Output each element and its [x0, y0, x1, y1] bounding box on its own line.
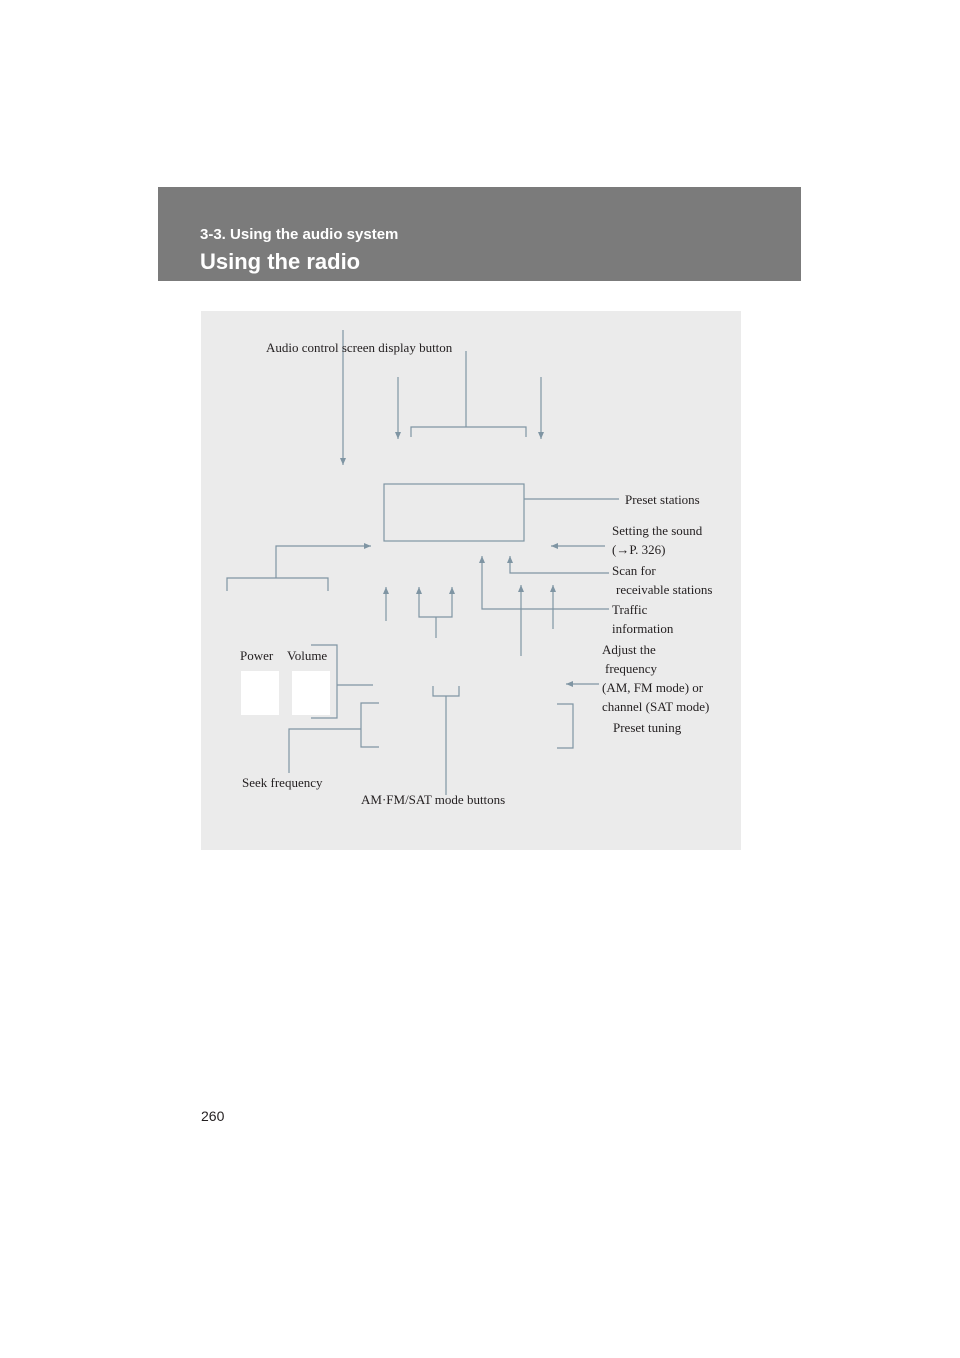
display-screen	[384, 484, 524, 541]
scan-label-2: receivable stations	[616, 582, 713, 597]
radio-diagram	[201, 311, 741, 850]
page-number: 260	[201, 1108, 225, 1124]
adjust-label: Adjust the	[602, 642, 656, 657]
section-title: 3-3. Using the audio system	[200, 226, 399, 243]
section-header	[158, 187, 801, 281]
volume-label: Volume	[287, 648, 328, 663]
audio-control-label: Audio control screen display button	[266, 340, 453, 355]
adjust-label-4: channel (SAT mode)	[602, 699, 710, 714]
preset-tuning-label: Preset tuning	[613, 720, 682, 735]
page-title: Using the radio	[200, 249, 361, 274]
setting-sound-label: Setting the sound	[612, 523, 703, 538]
traffic-label: Traffic	[612, 602, 648, 617]
traffic-leader	[482, 556, 609, 609]
seek-frequency-label: Seek frequency	[242, 775, 323, 790]
traffic-label-2: information	[612, 621, 674, 636]
power-knob	[241, 671, 279, 715]
setting-sound-ref: (→P. 326)	[612, 542, 666, 557]
power-label: Power	[240, 648, 274, 663]
volume-knob	[292, 671, 330, 715]
mode-buttons-label: AM·FM/SAT mode buttons	[361, 792, 506, 807]
adjust-label-3: (AM, FM mode) or	[602, 680, 704, 695]
scan-leader	[510, 556, 609, 573]
scan-label: Scan for	[612, 563, 656, 578]
adjust-label-2: frequency	[605, 661, 657, 676]
preset-stations-label: Preset stations	[625, 492, 700, 507]
